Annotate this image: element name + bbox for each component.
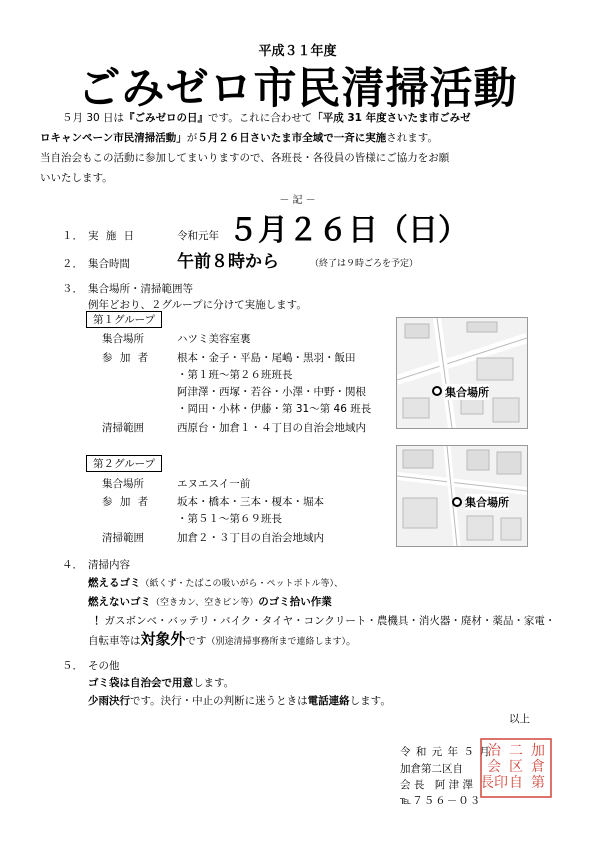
other-line-2 (88, 693, 391, 708)
group1-place: ハツミ美容室裏 (177, 333, 251, 345)
group1-area-label: 清掃範囲 (102, 422, 144, 434)
exclamation-icon: ！ (94, 615, 105, 627)
svg-text:二: 二 (509, 743, 523, 759)
excluded-text: 自転車等は (88, 635, 141, 647)
group2-area-label: 清掃範囲 (102, 532, 144, 544)
group1-members-2: ・第１班～第２６班班長 (177, 369, 293, 381)
intro-text: です。これに合わせて (208, 112, 313, 124)
intro-line-1 (62, 108, 471, 128)
svg-text:加: 加 (531, 743, 545, 759)
event-date: ５月２６日（日） (228, 213, 468, 248)
excluded-text: です (185, 635, 207, 647)
intro-line-4: いいたします。 (40, 172, 113, 184)
group1-members-3: 阿津澤・西塚・若谷・小澤・中野・関根 (177, 386, 366, 398)
group1-label: 第１グループ (86, 311, 162, 328)
excluded-items: ガスボンベ・バッテリ・バイク・タイヤ・コンクリート・農機具・消火器・廃材・薬品・家電・ (104, 615, 556, 627)
svg-text:自: 自 (509, 775, 523, 791)
svg-text:会: 会 (487, 759, 501, 775)
group1-members-4: ・岡田・小林・伊藤・第 31～第 46 班長 (177, 403, 372, 415)
item3-label: 集合場所・清掃範囲等 (88, 283, 193, 295)
other-line-1 (88, 675, 234, 690)
group1-members-label: 参 加 者 (102, 352, 151, 364)
phone-notice: 電話連絡 (307, 695, 350, 707)
group1-area: 西原台・加倉１・４丁目の自治会地域内 (177, 422, 366, 434)
group1-map-label: 集合場所 (445, 386, 489, 399)
footer-date: 令 和 元 年 ５ 月 (400, 746, 491, 758)
meeting-time: 午前８時から (177, 252, 279, 272)
group2-map-label: 集合場所 (465, 496, 509, 509)
svg-text:第: 第 (531, 775, 545, 791)
group2-place: エヌエスイ一前 (177, 478, 251, 490)
nonburnable-line (88, 594, 332, 609)
item4-label: 清掃内容 (88, 559, 130, 571)
intro-text: が (186, 132, 198, 144)
item1-label: 実 施 日 (88, 230, 137, 242)
group2-place-label: 集合場所 (102, 478, 144, 490)
intro-text: ５月 30 日は (62, 112, 125, 124)
nonburnable-detail: （空きカン、空きビン等） (151, 598, 259, 608)
item5-label: その他 (88, 660, 120, 672)
group1-members-1: 根本・金子・平島・尾嶋・黒羽・飯田 (177, 352, 356, 364)
group1-place-label: 集合場所 (102, 333, 144, 345)
excluded-text: 。 (346, 635, 357, 647)
item4-number: ４． (62, 559, 83, 571)
item2-number: ２． (62, 258, 83, 270)
excluded-note: （別途清掃事務所まで連絡します） (206, 637, 347, 647)
item3-desc: 例年どおり、２グループに分けて実施します。 (88, 299, 307, 311)
other-text: です。決行・中止の判断に迷うときは (130, 695, 308, 707)
nonburnable-label: 燃えないゴミ (88, 596, 151, 608)
burnable-line (88, 575, 343, 590)
nonburnable-action: のゴミ拾い作業 (258, 596, 332, 608)
item1-era: 令和元年 (177, 230, 219, 242)
group2-members-1: 坂本・橋本・三本・榎本・堀本 (177, 496, 324, 508)
end-time-note: （終了は９時ごろを予定） (310, 259, 419, 269)
group2-map (396, 445, 528, 547)
intro-line-3: 当自治会もこの活動に参加してまいりますので、各班長・各役員の皆様にご協力をお願 (40, 152, 450, 164)
other-text: します。 (349, 695, 391, 707)
item2-label: 集合時間 (88, 258, 130, 270)
item5-number: ５． (62, 660, 83, 672)
excluded-line-2 (88, 628, 357, 649)
group1-map-graphic (397, 318, 527, 428)
group2-members-label: 参 加 者 (102, 496, 151, 508)
footer-president: 会 長 阿 津 澤 (400, 779, 474, 791)
item3-number: ３． (62, 283, 83, 295)
excluded-emphasis: 対象外 (140, 630, 186, 648)
intro-emphasis: 『ごみゼロの日』 (124, 112, 209, 124)
svg-text:区: 区 (509, 759, 523, 775)
era-heading: 平成３１年度 (258, 44, 337, 59)
item1-number: １． (62, 230, 83, 242)
footer-org: 加倉第二区自 (400, 763, 463, 775)
intro-emphasis: ロキャンペーン市民清掃活動」 (40, 132, 187, 144)
kiroku-marker: － 記 － (279, 195, 316, 206)
rain-notice: 少雨決行 (88, 695, 130, 707)
intro-text: されます。 (386, 132, 438, 144)
group1-map (396, 317, 528, 429)
intro-emphasis: ５月２６日さいたま市全域で一斉に実施 (197, 132, 387, 144)
burnable-detail: （紙くず・たばこの吸いがら・ペットボトル等）、 (140, 579, 344, 589)
closing-text: 以上 (509, 713, 530, 725)
group2-label: 第２グループ (86, 455, 162, 472)
group2-members-2: ・第５１～第６９班長 (177, 513, 282, 525)
excluded-line-1 (94, 613, 555, 628)
burnable-label: 燃えるゴミ (88, 577, 141, 589)
intro-line-2 (40, 128, 471, 148)
other-text: します。 (193, 677, 235, 689)
group2-area: 加倉２・３丁目の自治会地域内 (177, 532, 324, 544)
svg-text:倉: 倉 (531, 759, 545, 775)
svg-text:治: 治 (487, 743, 501, 759)
footer-phone: ℡７５６－０３ (400, 795, 482, 807)
official-seal (480, 738, 552, 798)
intro-emphasis: 「平成 31 年度さいたま市ごみゼ (312, 112, 471, 124)
svg-text:長印: 長印 (480, 775, 508, 791)
page-title: ごみゼロ市民清掃活動 (77, 64, 518, 114)
intro-paragraph (40, 108, 471, 188)
bag-notice: ゴミ袋は自治会で用意 (88, 677, 193, 689)
